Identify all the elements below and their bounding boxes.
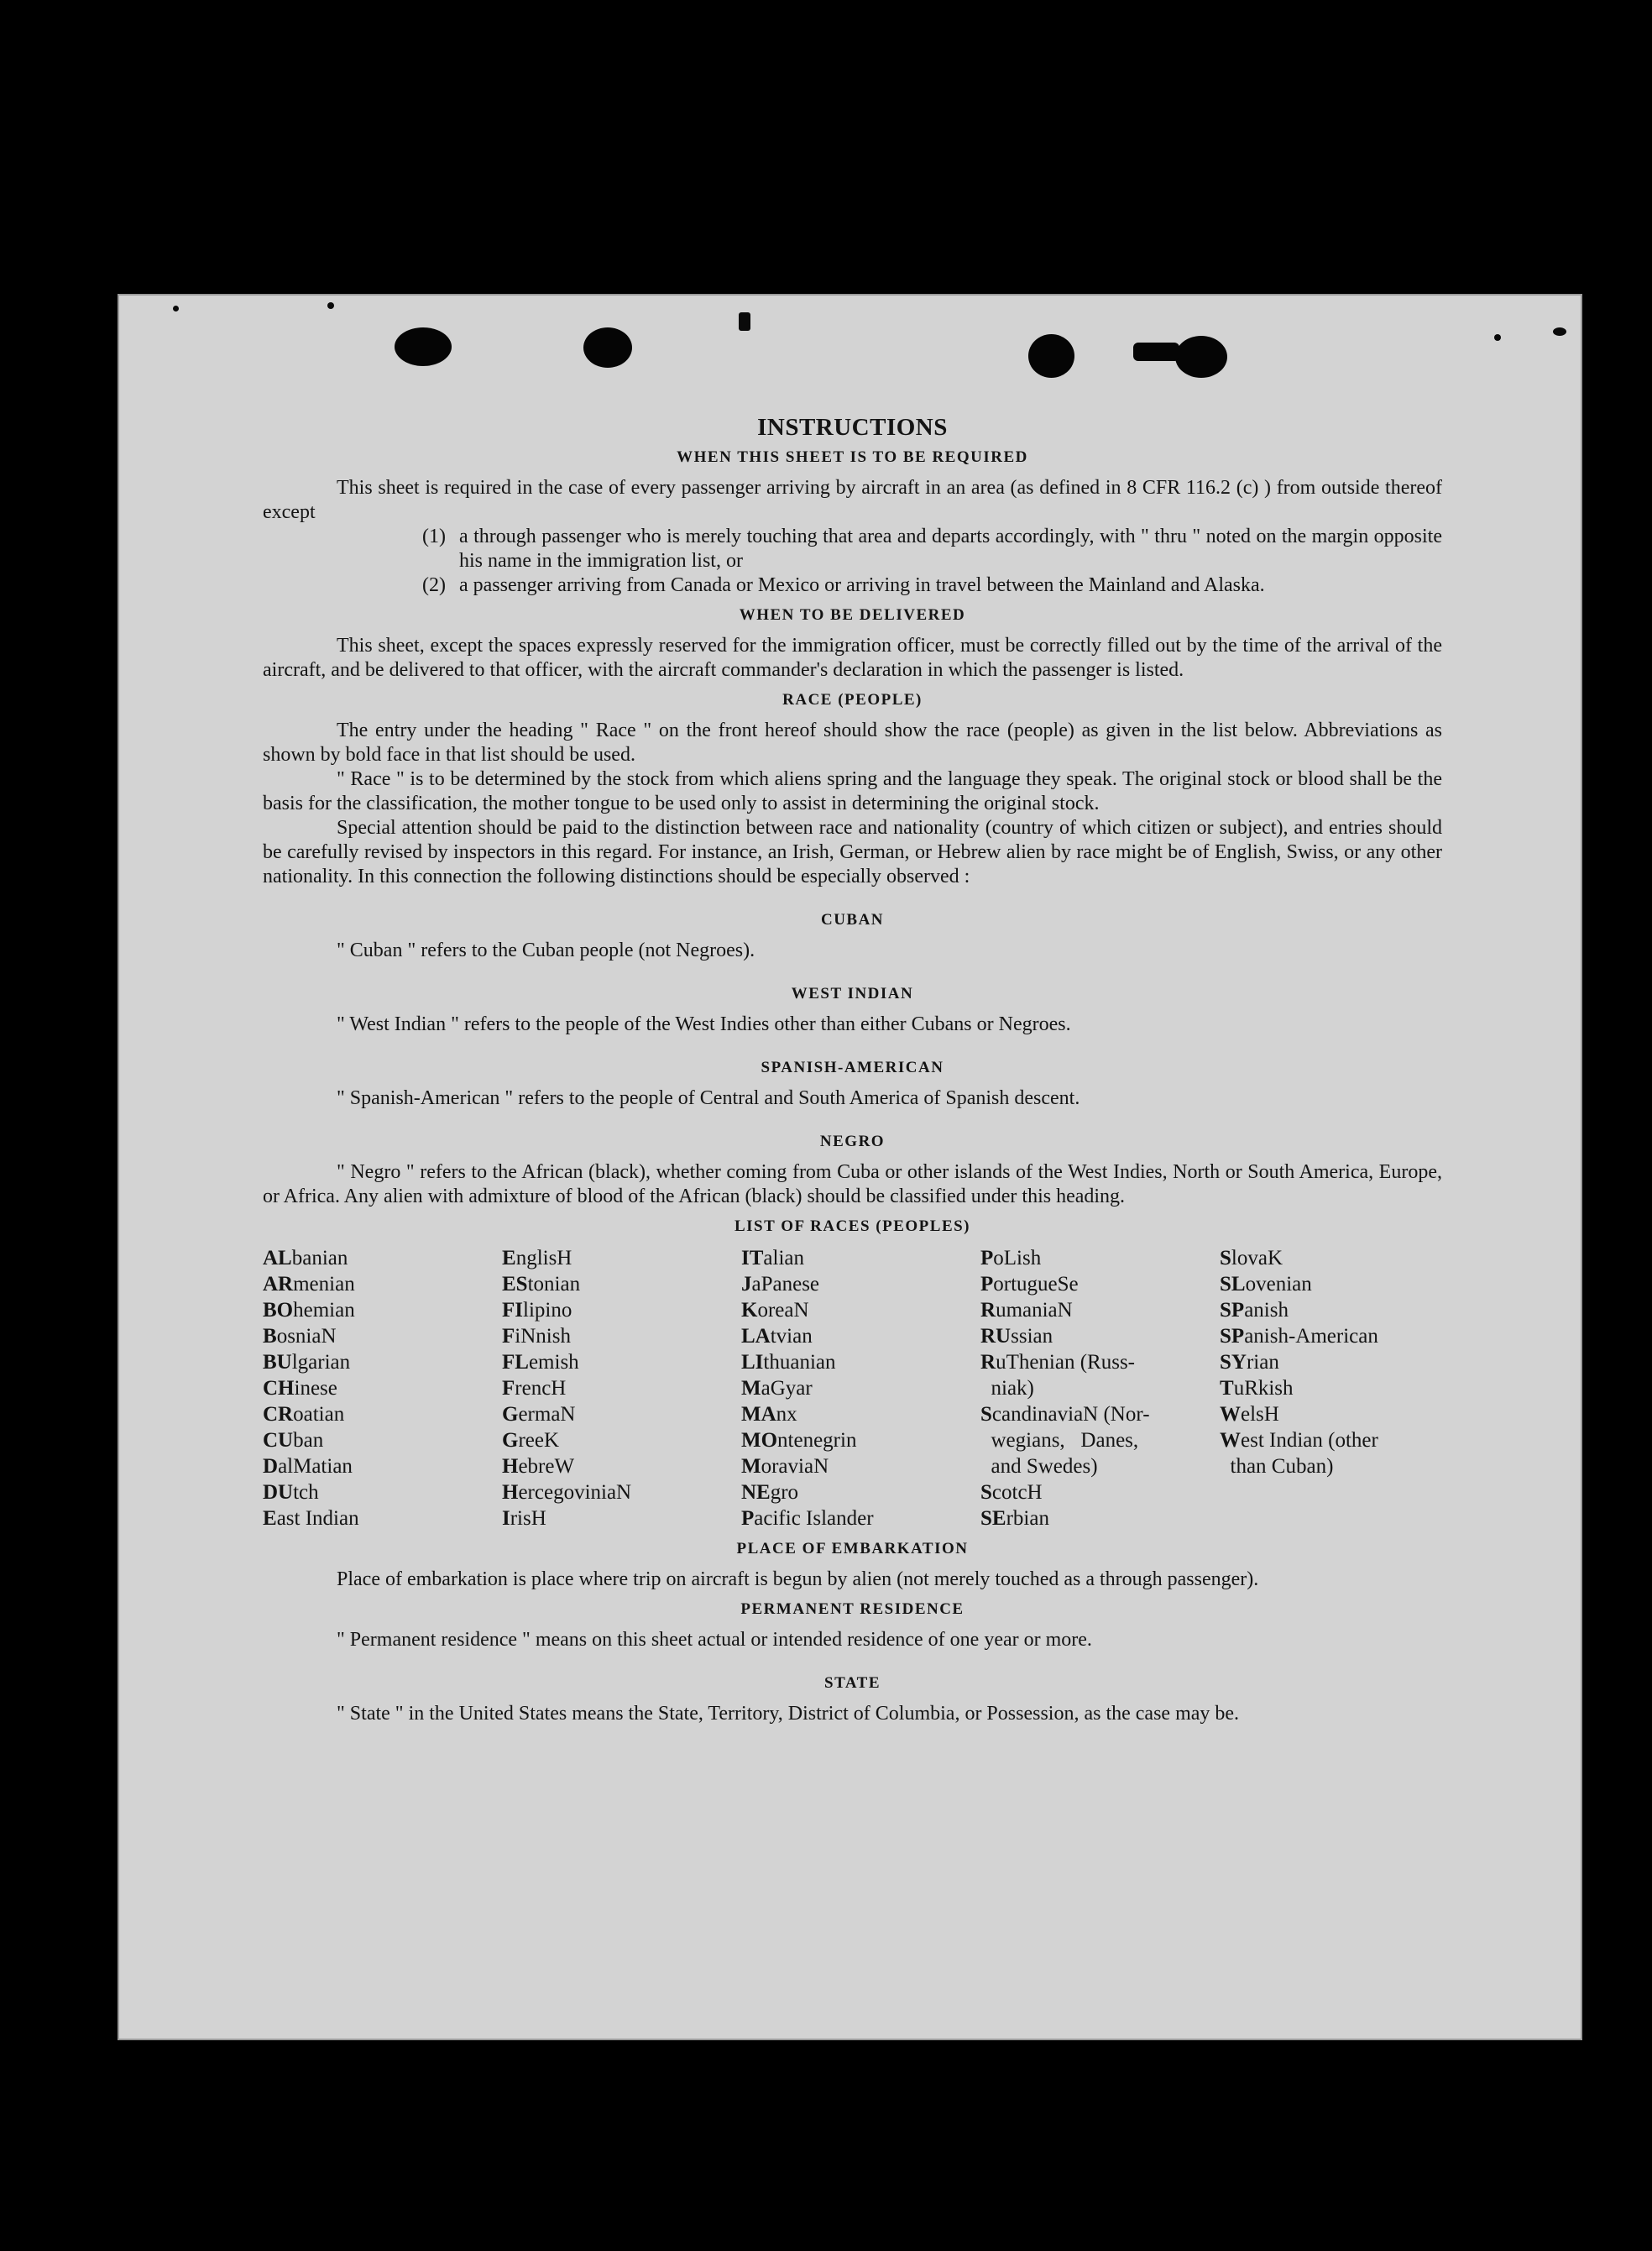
race-entry: ScandinaviaN (Nor- xyxy=(980,1403,1150,1426)
speck xyxy=(173,306,179,311)
section-heading: WHEN TO BE DELIVERED xyxy=(739,606,966,624)
race-entry: EStonian xyxy=(502,1273,581,1296)
section-heading: NEGRO xyxy=(819,1133,886,1150)
item-number: (2) xyxy=(422,574,446,596)
race-entry: FIlipino xyxy=(502,1299,572,1322)
race-entry: EnglisH xyxy=(502,1247,572,1269)
punch-hole xyxy=(1175,336,1227,378)
paragraph: The entry under the heading " Race " on the front hereof should show the race (people) as given in the list below. Abbreviations as shown by bold face in that list should be used. xyxy=(263,720,1442,766)
section-heading: RACE (PEOPLE) xyxy=(782,691,923,709)
paragraph: " State " in the United States means the State, Territory, District of Columbia, or Possession, as the case may be. xyxy=(337,1703,1240,1725)
race-entry: FLemish xyxy=(502,1351,579,1374)
race-column xyxy=(741,1245,964,1531)
race-column xyxy=(1220,1245,1442,1531)
race-entry: BUlgarian xyxy=(263,1351,351,1374)
race-entry: DalMatian xyxy=(263,1455,353,1478)
race-entry: PortugueSe xyxy=(980,1273,1079,1296)
race-entry: West Indian (other xyxy=(1220,1429,1378,1452)
race-entry: KoreaN xyxy=(741,1299,809,1322)
punch-hole xyxy=(583,327,632,368)
speck xyxy=(1553,327,1566,336)
race-entry: SPanish xyxy=(1220,1299,1289,1322)
page-title: INSTRUCTIONS xyxy=(757,414,948,441)
race-entry: FiNnish xyxy=(502,1325,571,1348)
race-entry: LAtvian xyxy=(741,1325,813,1348)
race-entry: TuRkish xyxy=(1220,1377,1294,1400)
race-entry: NEgro xyxy=(741,1481,799,1504)
race-column xyxy=(980,1245,1203,1531)
race-entry: RuThenian (Russ- xyxy=(980,1351,1136,1374)
race-entry: SPanish-American xyxy=(1220,1325,1378,1348)
paragraph: Place of embarkation is place where trip on aircraft is begun by alien (not merely touched as a through passenger). xyxy=(337,1568,1259,1590)
race-entry: GermaN xyxy=(502,1403,576,1426)
item-number: (1) xyxy=(422,526,446,547)
race-entry: BosniaN xyxy=(263,1325,337,1348)
instructions-text xyxy=(263,416,1442,1726)
race-entry: SLovenian xyxy=(1220,1273,1312,1296)
section-heading: WEST INDIAN xyxy=(791,985,914,1002)
list-item xyxy=(263,573,1442,598)
race-entry: SErbian xyxy=(980,1507,1049,1530)
race-entry: CRoatian xyxy=(263,1403,345,1426)
race-entry: MAnx xyxy=(741,1403,797,1426)
race-entry: CUban xyxy=(263,1429,324,1452)
race-entry: and Swedes) xyxy=(980,1455,1098,1478)
race-column xyxy=(502,1245,724,1531)
race-entry: WelsH xyxy=(1220,1403,1279,1426)
section-heading: WHEN THIS SHEET IS TO BE REQUIRED xyxy=(677,448,1028,466)
paragraph: " Race " is to be determined by the stock from which aliens spring and the language they speak. The original stock or blood shall be the basis for the classification, the mother tongue to be used only to assist in determining the original stock. xyxy=(263,768,1442,814)
race-entry: Pacific Islander xyxy=(741,1507,874,1530)
race-entry: BOhemian xyxy=(263,1299,355,1322)
race-entry: HebreW xyxy=(502,1455,575,1478)
section-heading: PERMANENT RESIDENCE xyxy=(740,1600,965,1618)
paragraph: " Negro " refers to the African (black), whether coming from Cuba or other islands of the West Indies, North or South America, Europe, or Africa. Any alien with admixture of blood of the African (black) should be classified under this heading. xyxy=(263,1161,1442,1207)
race-entry: SlovaK xyxy=(1220,1247,1283,1269)
section-heading: SPANISH-AMERICAN xyxy=(761,1059,944,1076)
race-entry: ARmenian xyxy=(263,1273,355,1296)
paragraph: This sheet is required in the case of every passenger arriving by aircraft in an area (as defined in 8 CFR 116.2 (c) ) from outside thereof except xyxy=(263,477,1442,523)
race-entry: DUtch xyxy=(263,1481,319,1504)
item-text: a passenger arriving from Canada or Mexico or arriving in travel between the Mainland and Alaska. xyxy=(459,574,1265,596)
race-entry: MOntenegrin xyxy=(741,1429,857,1452)
paragraph: This sheet, except the spaces expressly reserved for the immigration officer, must be correctly filled out by the time of the arrival of the aircraft, and be delivered to that officer, with the aircraft commander's declaration in which the passenger is listed. xyxy=(263,635,1442,681)
paragraph: " Permanent residence " means on this sheet actual or intended residence of one year or more. xyxy=(337,1629,1092,1651)
section-heading: CUBAN xyxy=(820,911,885,929)
race-entry: ITalian xyxy=(741,1247,804,1269)
race-entry: East Indian xyxy=(263,1507,359,1530)
section-heading: LIST OF RACES (PEOPLES) xyxy=(734,1217,971,1235)
paragraph: Special attention should be paid to the distinction between race and nationality (country of which citizen or subject), and entries should be carefully revised by inspectors in this regard. For instance, an Irish, German, or Hebrew alien by race might be of English, Swiss, or any other nationality. In this connection the following distinctions should be especially observed : xyxy=(263,817,1442,887)
race-entry: RumaniaN xyxy=(980,1299,1073,1322)
race-entry: FrencH xyxy=(502,1377,567,1400)
race-entry: SYrian xyxy=(1220,1351,1279,1374)
speck xyxy=(327,302,334,309)
paragraph: " Cuban " refers to the Cuban people (not Negroes). xyxy=(337,940,755,961)
race-entry: GreeK xyxy=(502,1429,560,1452)
speck xyxy=(1494,334,1501,341)
race-entry: MaGyar xyxy=(741,1377,813,1400)
race-entry: niak) xyxy=(980,1377,1034,1400)
race-entry: ScotcH xyxy=(980,1481,1043,1504)
race-entry: RUssian xyxy=(980,1325,1053,1348)
item-text: a through passenger who is merely touching that area and departs accordingly, with " thru " noted on the margin opposite his name in the immigration list, or xyxy=(459,526,1442,572)
document-page xyxy=(118,294,1582,2040)
race-list xyxy=(263,1245,1442,1531)
race-column xyxy=(263,1245,485,1531)
race-entry: HercegoviniaN xyxy=(502,1481,632,1504)
race-entry: JaPanese xyxy=(741,1273,820,1296)
speck xyxy=(739,312,750,331)
paragraph: " West Indian " refers to the people of the West Indies other than either Cubans or Negroes. xyxy=(337,1013,1071,1035)
punch-hole xyxy=(1028,334,1074,378)
race-entry: MoraviaN xyxy=(741,1455,829,1478)
section-heading: PLACE OF EMBARKATION xyxy=(736,1540,969,1557)
race-entry: LIthuanian xyxy=(741,1351,836,1374)
race-entry: CHinese xyxy=(263,1377,337,1400)
race-entry: than Cuban) xyxy=(1220,1455,1334,1478)
list-item xyxy=(263,525,1442,573)
paragraph: " Spanish-American " refers to the people of Central and South America of Spanish descent. xyxy=(337,1087,1080,1109)
punch-hole xyxy=(395,327,452,366)
section-heading: STATE xyxy=(824,1674,881,1692)
race-entry: ALbanian xyxy=(263,1247,348,1269)
race-entry: PoLish xyxy=(980,1247,1042,1269)
race-entry: IrisH xyxy=(502,1507,546,1530)
race-entry: wegians, Danes, xyxy=(980,1429,1139,1452)
punch-hole xyxy=(1133,343,1179,361)
